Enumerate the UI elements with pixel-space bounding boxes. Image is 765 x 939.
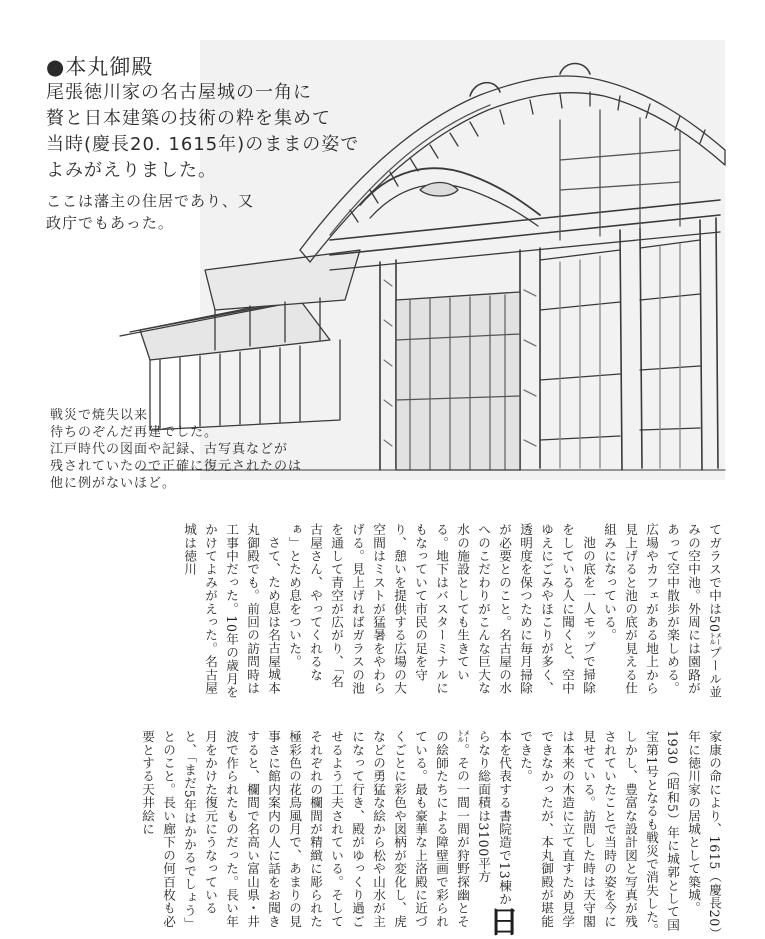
article-paragraph: 池の底を一人モップで掃除をしている人に聞くと、空中ゆえにごみやほこりが多く、透明度を保つために毎月掃除が必要とのこと。名古屋の水へのこだわりがこんな巨大な水の施設としても生きている。地下はバスターミナルにもなっていて市民の足を守り、憩いを提供する広場の大空間はミストが猛暑をやわらげる。見上げればガラスの池を通して青空が広がり、「名古屋さん、やってくれるなぁ」とため息をついた。 (287, 523, 596, 695)
caption-bottom-line: 江戸時代の図面や記録、古写真などが (50, 442, 289, 457)
caption-line: 尾張徳川家の名古屋城の一角に (46, 82, 312, 103)
caption-bottom-line: 戦災で焼失以来 (50, 408, 149, 423)
caption-top (46, 54, 359, 234)
article-paragraph: てガラスで中は50㍍プール並みの空中池。外周には園路があって空中散歩が楽しめる。広場やカフェがある地上から見上げると池の底が見える仕組みになっている。 (602, 523, 722, 699)
caption-note-line: 政庁でもあった。 (46, 214, 174, 232)
article-paragraph: さて、ため息は名古屋城本丸御殿でも。前回の訪問時は工事中だった。10年の歳月をかけてよみがえった。名古屋城は徳川 (182, 523, 281, 699)
article-paragraph-dropcap (137, 730, 518, 937)
caption-title: ●本丸御殿 (46, 55, 154, 79)
caption-line: よみがえりました。 (46, 160, 217, 181)
caption-bottom-line: 他に例がないほど。 (50, 476, 177, 491)
caption-line: 贅と日本建築の技術の粋を集めて (46, 108, 331, 129)
caption-bottom (50, 407, 302, 492)
article-paragraph: 家康の命により、1615（慶長20）年に徳川家の居城として築城。1930（昭和5）年に城郭として国宝第1号となるも戦災で消失した。しかし、豊富な設計図と写真が残されていたことで当時の姿を今に見せている。訪問した時は天守閣は本来の木造に立て直すため見学できなかったが、本丸御殿が堪能できた。 (518, 730, 722, 937)
caption-note (46, 190, 359, 234)
article-paragraph-text: 本を代表する書院造で13棟からなり総面積は3100平方㍍。その一間一間が狩野探幽とその絵師たちによる障壁画で彩られている。最も豪華な上洛殿に近づくごとに彩色や図柄が変化し、虎などの勇猛な絵から松や山水が主になって行き、殿がゆっくり過ごせるよう工夫されている。そしてそれぞれの欄間が精緻に彫られた極彩色の花鳥風月で、あまりの見事さに館内案内の人に話をお聞きすると、欄間で名高い富山県・井波で作られたものだった。長い年月をかけた復元にうなっていると、「まだ5年はかかるでしょう」とのこと。長い廊下の何百枚も必要とする天井絵に (140, 730, 512, 931)
article-lower-block (45, 730, 725, 937)
article-upper-block (45, 523, 725, 701)
dropcap: 日 (483, 906, 518, 937)
caption-note-line: ここは藩主の住居であり、又 (46, 192, 255, 210)
caption-bottom-line: 待ちのぞんだ再建でした。 (50, 425, 219, 440)
caption-line: 当時(慶長20. 1615年)のままの姿で (46, 134, 360, 155)
caption-bottom-line: 残されていたので正確に復元されたのは (50, 459, 303, 474)
